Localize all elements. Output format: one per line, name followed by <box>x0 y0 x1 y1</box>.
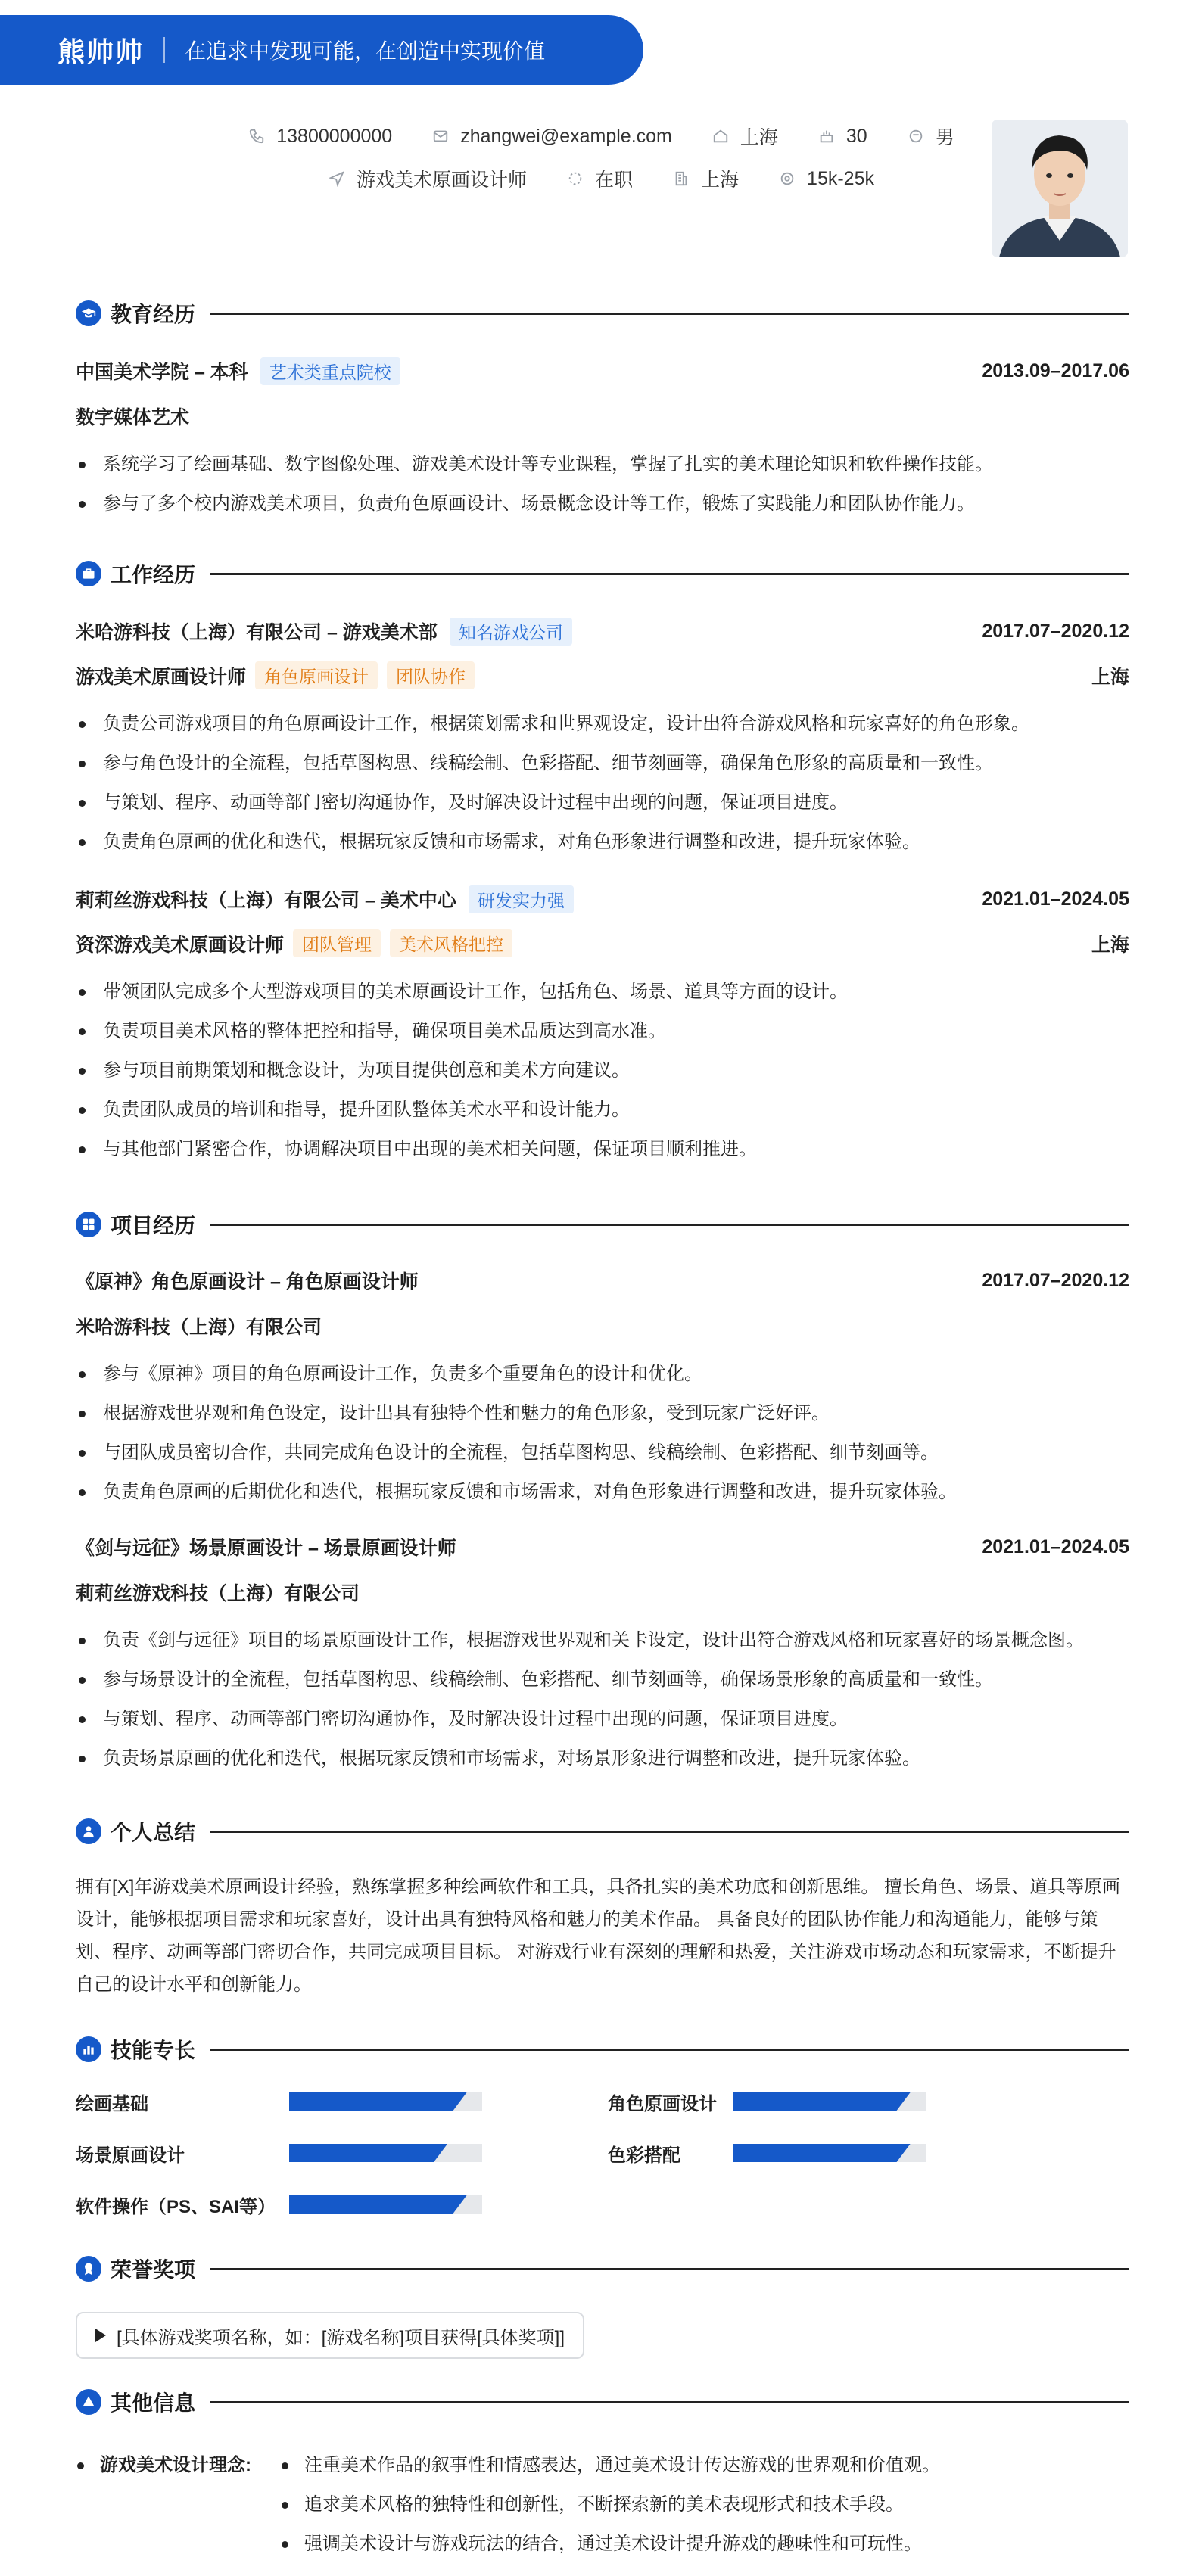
job-bullets <box>76 705 1129 862</box>
skill-item <box>76 2089 482 2114</box>
section-title: 个人总结 <box>111 1821 196 1844</box>
salary-text: 15k-25k <box>807 167 874 189</box>
summary-text: 拥有[X]年游戏美术原画设计经验，熟练掌握多种绘画软件和工具，具备扎实的美术功底和创新思维。 擅长角色、场景、道具等原画设计，能够根据项目需求和玩家喜好，设计出具有独特风格和魅力的美术作品。 具备良好的团队协作能力和沟通能力，能够与策划、程序、动画等部门密切合作，共同完成项目目标。 对游戏行业有深刻的理解和热爱，关注游戏市场动态和玩家需求，不断提升自己的设计水平和创新能力。 <box>76 1877 1121 1995</box>
list-item: 参与角色设计的全流程，包括草图构思、线稿绘制、色彩搭配、细节刻画等，确保角色形象的高质量和一致性。 <box>76 744 1129 783</box>
skill-bar <box>289 2092 482 2111</box>
contact-gender <box>907 123 954 150</box>
job-date: 2021.01–2024.05 <box>982 888 1129 910</box>
section-title: 技能专长 <box>111 2039 196 2062</box>
contact-position <box>328 165 527 192</box>
section-awards <box>76 2254 1129 2284</box>
project-bullets <box>76 1621 1129 1778</box>
project-date: 2017.07–2020.12 <box>982 1269 1129 1291</box>
education-date: 2013.09–2017.06 <box>982 359 1129 381</box>
skill-fill <box>733 2092 911 2111</box>
job-location: 上海 <box>1091 666 1129 688</box>
skill-bar <box>733 2144 926 2162</box>
section-divider <box>210 1831 1129 1833</box>
list-item: 参与项目前期策划和概念设计，为项目提供创意和美术方向建议。 <box>76 1051 1129 1090</box>
gender-text: 男 <box>935 127 954 148</box>
list-item: 参与场景设计的全流程，包括草图构思、线稿绘制、色彩搭配、细节刻画等，确保场景形象的高质量和一致性。 <box>76 1660 1129 1700</box>
role-tag: 美术风格把控 <box>390 929 512 957</box>
list-item: 与团队成员密切合作，共同完成角色设计的全流程，包括草图构思、线稿绘制、色彩搭配、细节刻画等。 <box>76 1433 1129 1473</box>
bar-chart-icon <box>76 2036 101 2062</box>
caret-right-icon <box>95 2329 106 2342</box>
role-tag: 团队管理 <box>293 929 381 957</box>
section-divider <box>210 1224 1129 1226</box>
list-item: 负责团队成员的培训和指导，提升团队整体美术水平和设计能力。 <box>76 1090 1129 1130</box>
major: 数字媒体艺术 <box>76 407 190 428</box>
header-divider <box>163 37 165 63</box>
list-item: 与其他部门紧密合作，协调解决项目中出现的美术相关问题，保证项目顺利推进。 <box>76 1130 1129 1169</box>
list-item: 参与《原神》项目的角色原画设计工作，负责多个重要角色的设计和优化。 <box>76 1355 1129 1394</box>
contact-salary <box>778 168 874 190</box>
section-title: 其他信息 <box>111 2391 196 2415</box>
age-text: 30 <box>845 125 867 147</box>
graduation-cap-icon <box>76 300 101 326</box>
section-divider <box>210 2401 1129 2403</box>
list-item: 负责场景原画的优化和迭代，根据玩家反馈和市场需求，对场景形象进行调整和改进，提升玩家体验。 <box>76 1739 1129 1778</box>
education-bullets <box>76 445 1129 524</box>
job-bullets <box>76 972 1129 1169</box>
header-banner <box>0 15 643 85</box>
skill-fill <box>289 2092 467 2111</box>
project-name: 《原神》角色原画设计 – 角色原画设计师 <box>76 1271 419 1293</box>
mail-icon <box>431 127 450 145</box>
award-icon <box>76 2256 101 2282</box>
company-tag: 研发实力强 <box>469 885 574 913</box>
role-tag: 团队协作 <box>387 661 475 689</box>
skill-bar <box>289 2195 482 2214</box>
section-work <box>76 558 1129 589</box>
skill-bar <box>289 2144 482 2162</box>
info-icon <box>76 2389 101 2415</box>
skill-name: 角色原画设计 <box>608 2093 717 2114</box>
contact-age <box>817 126 867 148</box>
contact-city <box>712 123 778 150</box>
section-divider <box>210 313 1129 315</box>
status-text: 在职 <box>595 170 634 191</box>
section-title: 荣誉奖项 <box>111 2258 196 2282</box>
job-date: 2017.07–2020.12 <box>982 620 1129 642</box>
education-entry <box>76 357 1129 524</box>
company-name: 莉莉丝游戏科技（上海）有限公司 – 美术中心 <box>76 890 456 911</box>
list-item: 与策划、程序、动画等部门密切沟通协作，及时解决设计过程中出现的问题，保证项目进度。 <box>76 1700 1129 1739</box>
section-skills <box>76 2034 1129 2064</box>
list-item: 追求美术风格的独特性和创新性，不断探索新的美术表现形式和技术手段。 <box>279 2485 904 2525</box>
user-icon <box>76 1818 101 1844</box>
building-icon <box>672 170 690 188</box>
list-item: 负责角色原画的优化和迭代，根据玩家反馈和市场需求，对角色形象进行调整和改进，提升玩家体验。 <box>76 823 1129 862</box>
list-item: 负责公司游戏项目的角色原画设计工作，根据策划需求和世界观设定，设计出符合游戏风格和玩家喜好的角色形象。 <box>76 705 1129 744</box>
project-company: 莉莉丝游戏科技（上海）有限公司 <box>76 1583 360 1604</box>
work-entry-2 <box>76 885 1129 1169</box>
skill-item <box>76 2140 482 2166</box>
skill-fill <box>289 2144 447 2162</box>
project-date: 2021.01–2024.05 <box>982 1535 1129 1557</box>
work-city-text: 上海 <box>701 170 740 191</box>
company-name: 米哈游科技（上海）有限公司 – 游戏美术部 <box>76 622 438 643</box>
skill-bar <box>733 2092 926 2111</box>
list-item: 带领团队完成多个大型游戏项目的美术原画设计工作，包括角色、场景、道具等方面的设计。 <box>76 972 1129 1012</box>
list-item: 根据游戏世界观和角色设定，设计出具有独特个性和魅力的角色形象，受到玩家广泛好评。 <box>76 1394 1129 1433</box>
section-summary <box>76 1816 1129 1846</box>
job-location: 上海 <box>1091 934 1129 956</box>
send-icon <box>328 170 346 188</box>
phone-icon <box>248 127 266 145</box>
project-entry-1 <box>76 1267 1129 1512</box>
section-other <box>76 2387 1129 2417</box>
position-text: 游戏美术原画设计师 <box>357 170 528 191</box>
section-education <box>76 298 1129 328</box>
home-icon <box>712 127 730 145</box>
other-label: 游戏美术设计理念: <box>76 2446 279 2485</box>
skill-fill <box>289 2195 467 2214</box>
grid-icon <box>76 1212 101 1237</box>
work-entry-1 <box>76 618 1129 862</box>
avatar <box>992 120 1128 257</box>
skill-name: 绘画基础 <box>76 2093 148 2114</box>
skill-item <box>608 2140 926 2166</box>
section-title: 教育经历 <box>111 303 196 326</box>
school-name: 中国美术学院 – 本科 <box>76 362 248 383</box>
project-name: 《剑与远征》场景原画设计 – 场景原画设计师 <box>76 1538 456 1559</box>
list-item: 系统学习了绘画基础、数字图像处理、游戏美术设计等专业课程，掌握了扎实的美术理论知识和软件操作技能。 <box>76 445 1129 484</box>
loading-icon <box>566 170 584 188</box>
list-item: 与策划、程序、动画等部门密切沟通协作，及时解决设计过程中出现的问题，保证项目进度。 <box>76 783 1129 823</box>
section-divider <box>210 2049 1129 2051</box>
project-entry-2 <box>76 1533 1129 1778</box>
header-slogan: 在追求中发现可能，在创造中实现价值 <box>185 39 546 63</box>
section-projects <box>76 1209 1129 1240</box>
list-item: 注重美术作品的叙事性和情感表达，通过美术设计传达游戏的世界观和价值观。 <box>279 2446 940 2485</box>
other-info <box>76 2446 1129 2564</box>
section-title: 项目经历 <box>111 1214 196 1237</box>
briefcase-icon <box>76 561 101 586</box>
job-role: 资深游戏美术原画设计师 <box>76 934 285 956</box>
gender-icon <box>907 127 925 145</box>
email-text: zhangwei@example.com <box>460 125 672 147</box>
city-text: 上海 <box>740 127 778 148</box>
company-tag: 知名游戏公司 <box>450 618 572 646</box>
project-bullets <box>76 1355 1129 1512</box>
skill-item <box>608 2089 926 2114</box>
contact-status <box>566 165 633 192</box>
contact-phone <box>248 126 392 148</box>
list-item: 参与了多个校内游戏美术项目，负责角色原画设计、场景概念设计等工作，锻炼了实践能力和团队协作能力。 <box>76 484 1129 524</box>
candidate-name: 熊帅帅 <box>58 36 145 67</box>
phone-text: 13800000000 <box>276 125 393 147</box>
list-item: 强调美术设计与游戏玩法的结合，通过美术设计提升游戏的趣味性和可玩性。 <box>279 2525 922 2564</box>
job-role: 游戏美术原画设计师 <box>76 666 247 688</box>
award-item[interactable] <box>76 2312 584 2359</box>
section-divider <box>210 2268 1129 2270</box>
skill-name: 软件操作（PS、SAI等） <box>76 2196 276 2217</box>
contact-work-city <box>672 165 739 192</box>
role-tag: 角色原画设计 <box>255 661 378 689</box>
skill-item <box>76 2192 482 2217</box>
section-title: 工作经历 <box>111 563 196 586</box>
skill-name: 场景原画设计 <box>76 2145 185 2166</box>
salary-icon <box>778 170 796 188</box>
skill-fill <box>733 2144 911 2162</box>
contact-email <box>431 126 672 148</box>
award-text: [具体游戏奖项名称，如：[游戏名称]项目获得[具体奖项]] <box>117 2327 565 2348</box>
project-company: 米哈游科技（上海）有限公司 <box>76 1317 322 1338</box>
list-item: 负责角色原画的后期优化和迭代，根据玩家反馈和市场需求，对角色形象进行调整和改进，提升玩家体验。 <box>76 1473 1129 1512</box>
cake-icon <box>817 127 836 145</box>
school-tag: 艺术类重点院校 <box>260 357 400 385</box>
section-divider <box>210 573 1129 575</box>
list-item: 负责项目美术风格的整体把控和指导，确保项目美术品质达到高水准。 <box>76 1012 1129 1051</box>
list-item: 负责《剑与远征》项目的场景原画设计工作，根据游戏世界观和关卡设定，设计出符合游戏风格和玩家喜好的场景概念图。 <box>76 1621 1129 1660</box>
skill-name: 色彩搭配 <box>608 2145 680 2166</box>
